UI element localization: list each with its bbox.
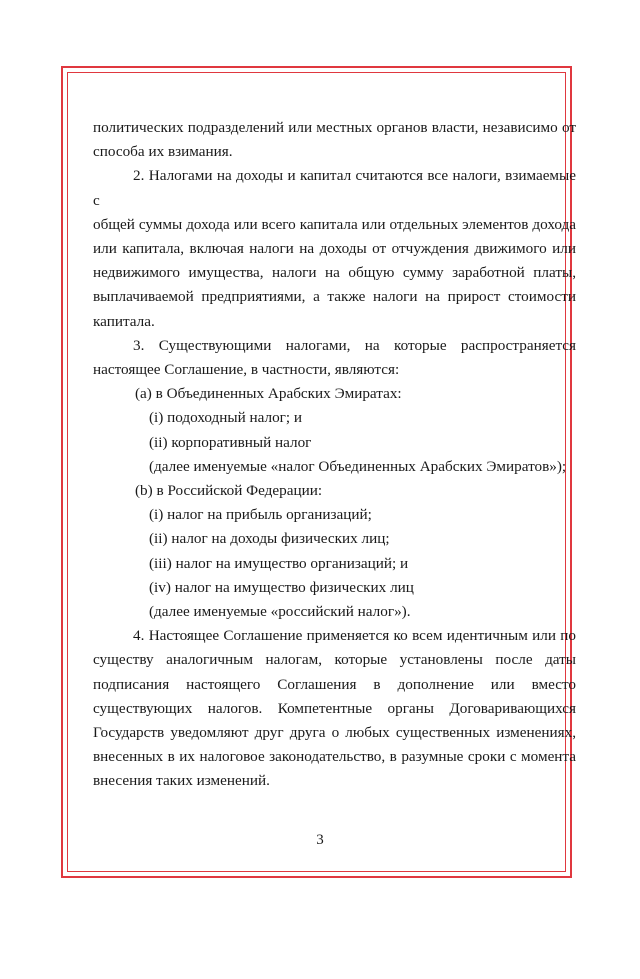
paragraph-1-continuation-line-1: политических подразделений или местных органов власти, независимо от — [93, 119, 576, 136]
paragraph-4-line-6: внесенных в их налоговое законодательство, в разумные сроки с момента — [93, 748, 576, 766]
paragraph-4-line-7: внесения таких изменений. — [93, 772, 270, 790]
russia-item-2: (ii) налог на доходы физических лиц; — [149, 530, 390, 548]
paragraph-2-line-5: выплачиваемой предприятиями, а также налоги на прирост стоимости — [93, 288, 576, 306]
paragraph-4-line-4: существующих налогов. Компетентные органы Договаривающихся — [93, 699, 576, 717]
paragraph-2-line-4: недвижимого имущества, налоги на общую сумму заработной платы, — [93, 264, 576, 282]
russia-closing: (далее именуемые «российский налог»). — [149, 603, 411, 621]
paragraph-3-line-2: настоящее Соглашение, в частности, являются: — [93, 361, 400, 379]
uae-heading: (a) в Объединенных Арабских Эмиратах: — [135, 385, 402, 403]
uae-closing: (далее именуемые «налог Объединенных Арабских Эмиратов»); — [149, 457, 567, 475]
paragraph-2-line-6: капитала. — [93, 312, 155, 330]
page-number: 3 — [316, 832, 324, 848]
paragraph-4-line-2: существу аналогичным налогам, которые установлены после даты — [93, 651, 576, 669]
uae-item-2: (ii) корпоративный налог — [149, 433, 312, 451]
document-body — [93, 116, 576, 794]
russia-item-3: (iii) налог на имущество организаций; и — [149, 554, 409, 572]
paragraph-2-line-3: или капитала, включая налоги на доходы от отчуждения движимого или — [93, 240, 576, 258]
paragraph-4-line-1: 4. Настоящее Соглашение применяется ко всем идентичным или по — [133, 627, 576, 645]
paragraph-2-line-1: 2. Налогами на доходы и капитал считаются все налоги, взимаемые с — [93, 167, 576, 209]
uae-item-1: (i) подоходный налог; и — [149, 409, 303, 427]
paragraph-3-line-1: 3. Существующими налогами, на которые распространяется — [133, 336, 576, 354]
paragraph-2-line-2: общей суммы дохода или всего капитала или отдельных элементов дохода — [93, 215, 576, 233]
paragraph-1-continuation-line-2: способа их взимания. — [93, 143, 233, 161]
russia-item-1: (i) налог на прибыль организаций; — [149, 506, 372, 524]
russia-item-4: (iv) налог на имущество физических лиц — [149, 578, 414, 596]
paragraph-4-line-3: подписания настоящего Соглашения в дополнение или вместо — [93, 675, 576, 693]
russia-heading: (b) в Российской Федерации: — [135, 482, 323, 500]
paragraph-4-line-5: Государств уведомляют друг друга о любых существенных изменениях, — [93, 724, 576, 742]
